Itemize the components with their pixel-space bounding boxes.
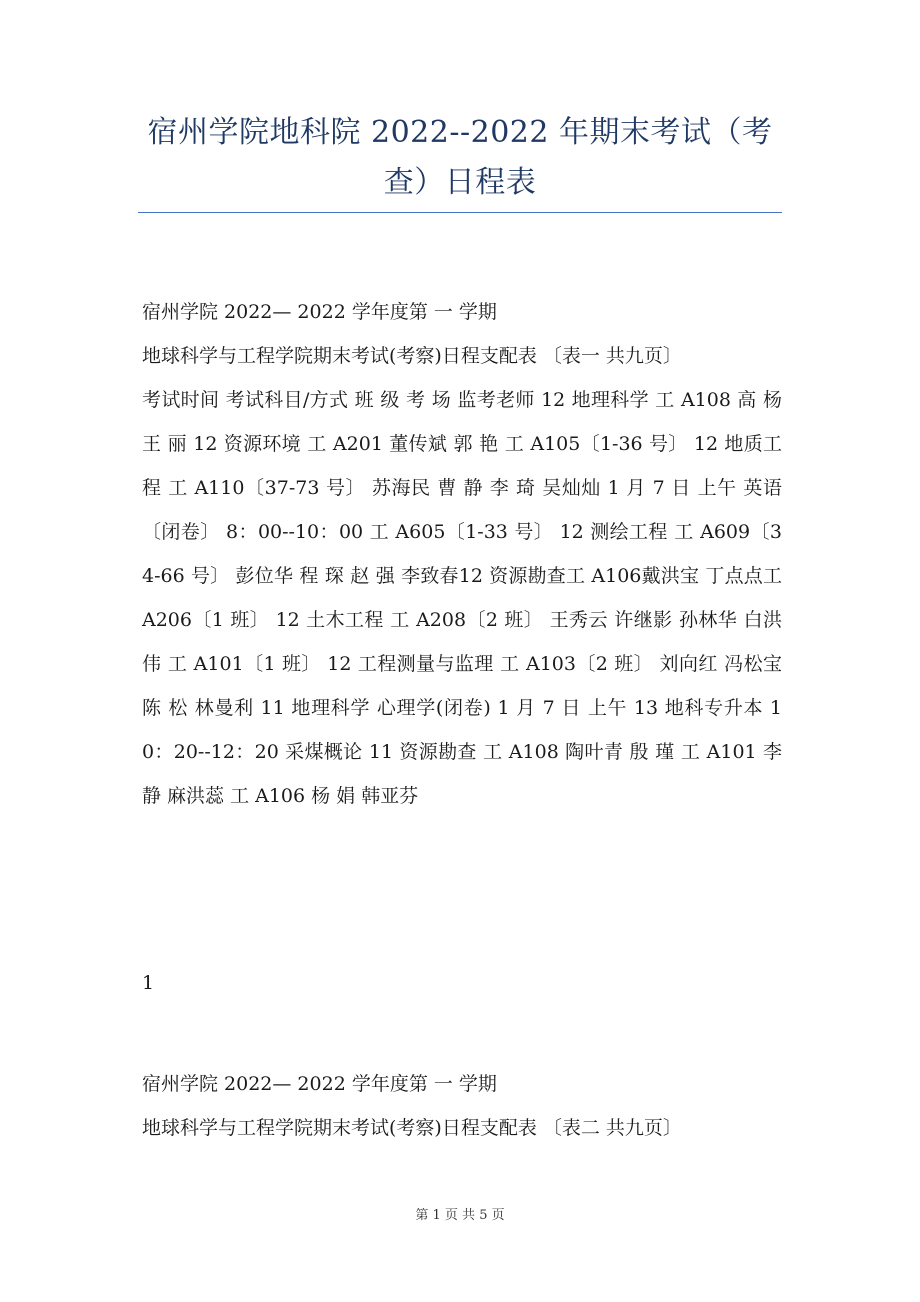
page-footer: 第 1 页 共 5 页 bbox=[415, 1208, 505, 1223]
section-2 bbox=[142, 1062, 782, 1150]
schedule-table-heading: 地球科学与工程学院期末考试(考察)日程支配表 〔表一 共九页〕 bbox=[142, 345, 682, 367]
document-title: 宿州学院地科院 2022--2022 年期末考试（考查）日程表 bbox=[147, 115, 773, 200]
schedule-body-text: 考试时间 考试科目/方式 班 级 考 场 监考老师 12 地理科学 工 A108 高 杨 王 丽 12 资源环境 工 A201 董传斌 郭 艳 工 A105〔1-36 号〕 12 地质工程 工 A110〔37-73 号〕 苏海民 曹 静 李 琦 吴灿灿 1 月 7 日 上午 英语〔闭卷〕 8：00--10：00 工 A605〔1-33 号〕 12 测绘工程 工 A609〔34-66 号〕 彭位华 程 琛 赵 强 李致春12 资源勘查工 A106戴洪宝 丁点点工 A206〔1 班〕 12 土木工程 工 A208〔2 班〕 王秀云 许继影 孙林华 白洪伟 工 A101〔1 班〕 12 工程测量与监理 工 A103〔2 班〕 刘向红 冯松宝 陈 松 林曼利 11 地理科学 心理学(闭卷) 1 月 7 日 上午 13 地科专升本 10：20--12：20 采煤概论 11 资源勘查 工 A108 陶叶青 殷 瑾 工 A101 李 静 麻洪蕊 工 A106 杨 娟 韩亚芬 bbox=[142, 389, 782, 807]
schedule-table-heading: 地球科学与工程学院期末考试(考察)日程支配表 〔表二 共九页〕 bbox=[142, 1117, 682, 1139]
inline-page-number: 1 bbox=[142, 972, 155, 994]
semester-heading: 宿州学院 2022— 2022 学年度第 一 学期 bbox=[142, 301, 497, 323]
section-1 bbox=[142, 290, 782, 818]
semester-heading: 宿州学院 2022— 2022 学年度第 一 学期 bbox=[142, 1073, 497, 1095]
title-underline bbox=[138, 212, 782, 213]
